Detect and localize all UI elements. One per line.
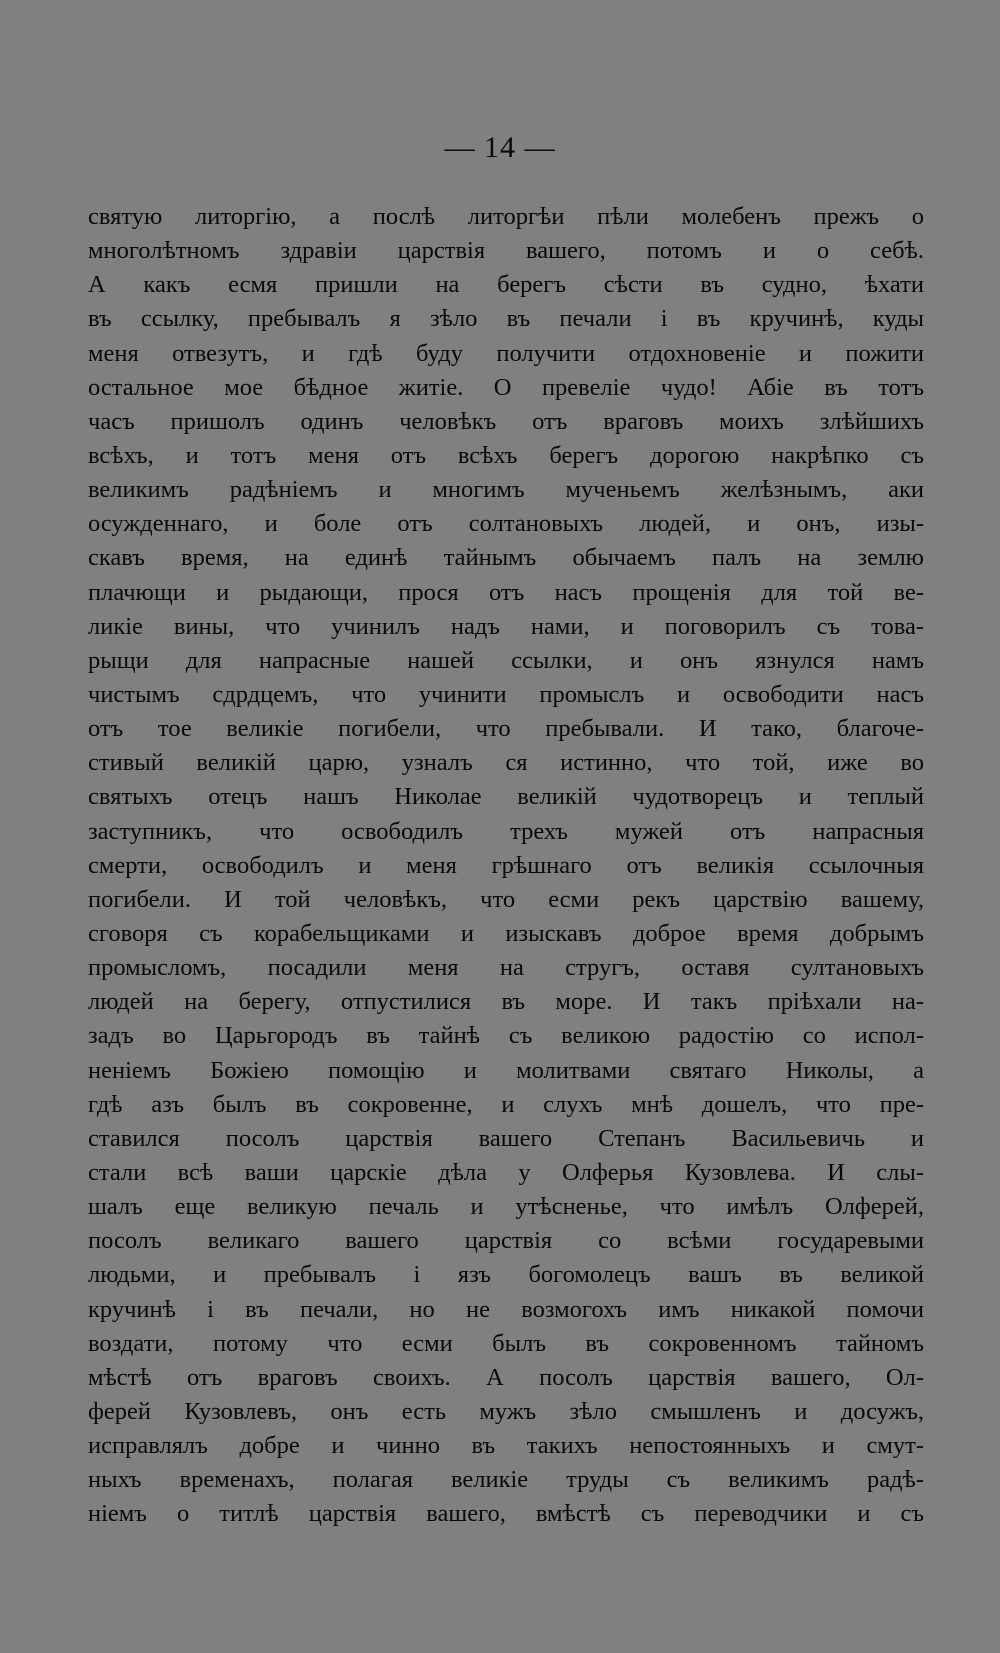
- text-line: меня отвезутъ, и гдѣ буду получити отдохновеніе и пожити: [88, 339, 924, 367]
- text-line: смерти, освободилъ и меня грѣшнаго отъ великія ссылочныя: [88, 851, 924, 879]
- text-line: задъ во Царьгородъ въ тайнѣ съ великою радостію со испол-: [88, 1022, 924, 1050]
- text-line: посолъ великаго вашего царствія со всѣми государевыми: [88, 1227, 924, 1255]
- text-line: ніемъ о титлѣ царствія вашего, вмѣстѣ съ переводчики и съ: [88, 1500, 924, 1528]
- text-line: скавъ время, на единѣ тайнымъ обычаемъ палъ на землю: [88, 544, 924, 572]
- text-line: стивый великій царю, узналъ ся истинно, что той, иже во: [88, 749, 924, 777]
- text-line: ферей Кузовлевъ, онъ есть мужъ зѣло смышленъ и досужъ,: [88, 1397, 924, 1425]
- text-line: ликіе вины, что учинилъ надъ нами, и поговорилъ съ това-: [88, 612, 924, 640]
- text-line: заступникъ, что освободилъ трехъ мужей отъ напрасныя: [88, 817, 924, 845]
- text-line: въ ссылку, пребывалъ я зѣло въ печали і въ кручинѣ, куды: [88, 305, 924, 333]
- text-line: рыщи для напрасные нашей ссылки, и онъ язнулся намъ: [88, 646, 924, 674]
- text-line: неніемъ Божіею помощію и молитвами святаго Николы, а: [88, 1056, 924, 1084]
- text-line: многолѣтномъ здравіи царствія вашего, потомъ и о себѣ.: [88, 237, 924, 265]
- text-line: людьми, и пребывалъ і язъ богомолецъ вашъ въ великой: [88, 1261, 924, 1289]
- text-line: людей на берегу, отпустилися въ море. И такъ пріѣхали на-: [88, 988, 924, 1016]
- text-line: остальное мое бѣдное житіе. О превеліе чудо! Абіе въ тотъ: [88, 373, 924, 401]
- body-text: [88, 200, 924, 1531]
- text-line: ныхъ временахъ, полагая великіе труды съ великимъ радѣ-: [88, 1466, 924, 1494]
- text-line: осужденнаго, и боле отъ солтановыхъ людей, и онъ, изы-: [88, 510, 924, 538]
- text-line: исправлялъ добре и чинно въ такихъ непостоянныхъ и смут-: [88, 1432, 924, 1460]
- text-line: воздати, потому что есми былъ въ сокровенномъ тайномъ: [88, 1329, 924, 1357]
- text-line: А какъ есмя пришли на берегъ сѣсти въ судно, ѣхати: [88, 271, 924, 299]
- text-line: святую литоргію, а послѣ литоргѣи пѣли молебенъ прежъ о: [88, 203, 924, 230]
- text-line: гдѣ азъ былъ въ сокровенне, и слухъ мнѣ дошелъ, что пре-: [88, 1090, 924, 1118]
- text-line: шалъ еще великую печаль и утѣсненье, что имѣлъ Олферей,: [88, 1193, 924, 1221]
- text-line: сговоря съ корабельщиками и изыскавъ доброе время добрымъ: [88, 919, 924, 947]
- text-line: святыхъ отецъ нашъ Николае великій чудотворецъ и теплый: [88, 783, 924, 811]
- text-line: кручинѣ і въ печали, но не возмогохъ имъ никакой помочи: [88, 1295, 924, 1323]
- text-line: всѣхъ, и тотъ меня отъ всѣхъ берегъ дорогою накрѣпко съ: [88, 441, 924, 469]
- text-line: стали всѣ ваши царскіе дѣла у Олферья Кузовлева. И слы-: [88, 1158, 924, 1186]
- text-line: мѣстѣ отъ враговъ своихъ. А посолъ царствія вашего, Ол-: [88, 1363, 924, 1391]
- text-line: чистымъ сдрдцемъ, что учинити промыслъ и освободити насъ: [88, 680, 924, 708]
- text-line: ставился посолъ царствія вашего Степанъ Васильевичь и: [88, 1124, 924, 1152]
- text-line: погибели. И той человѣкъ, что есми рекъ царствію вашему,: [88, 885, 924, 913]
- text-line: отъ тое великіе погибели, что пребывали. И тако, благоче-: [88, 715, 924, 743]
- text-line: промысломъ, посадили меня на стругъ, оставя султановыхъ: [88, 954, 924, 982]
- text-line: плачющи и рыдающи, прося отъ насъ прощенія для той ве-: [88, 578, 924, 606]
- text-line: великимъ радѣніемъ и многимъ мученьемъ желѣзнымъ, аки: [88, 476, 924, 504]
- page-number: — 14 —: [444, 131, 556, 164]
- text-line: часъ пришолъ одинъ человѣкъ отъ враговъ моихъ злѣйшихъ: [88, 407, 924, 435]
